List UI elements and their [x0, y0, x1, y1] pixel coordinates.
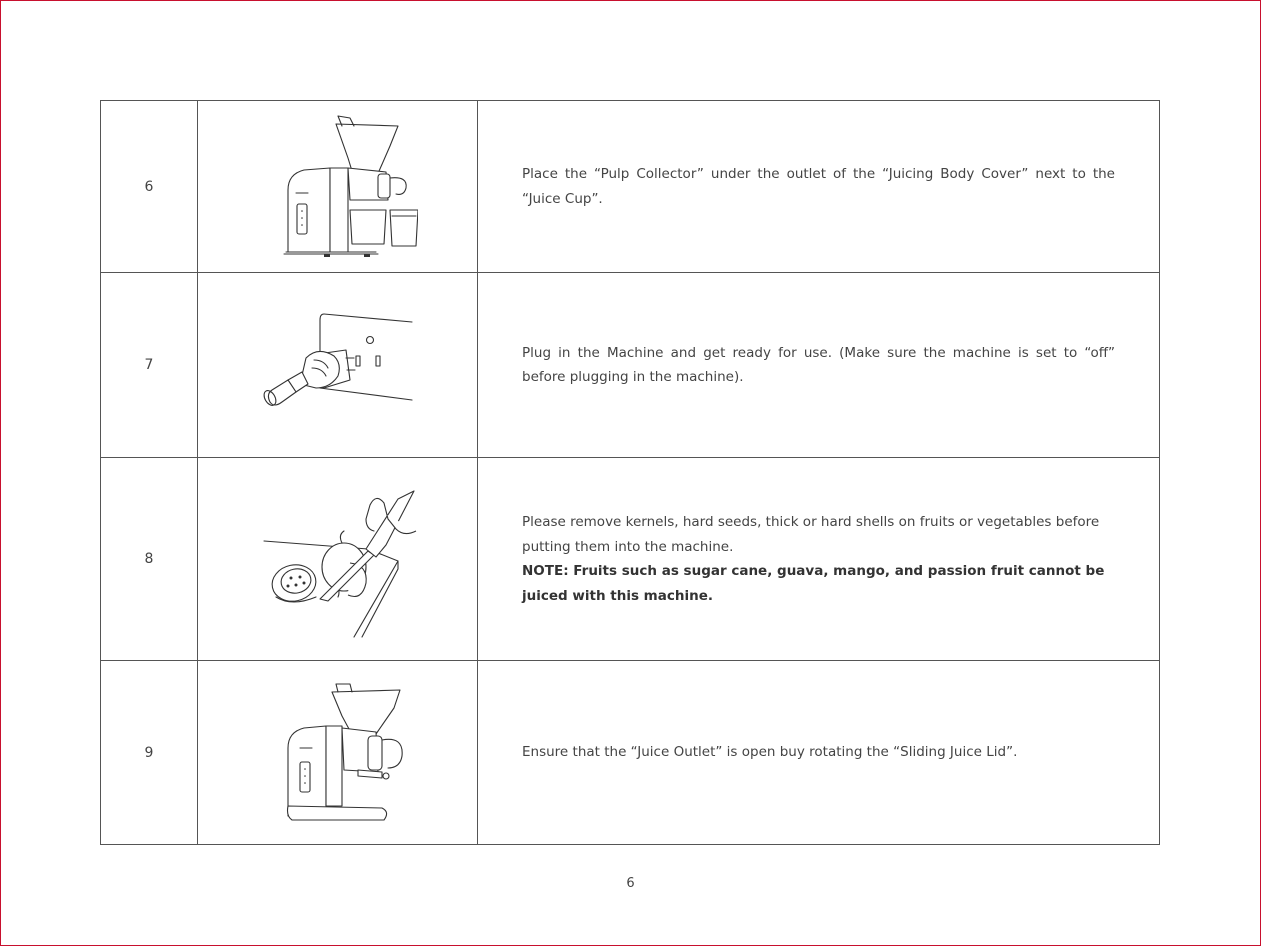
step-illustration-cell [198, 458, 478, 661]
step-number: 8 [101, 458, 198, 661]
step-number: 7 [101, 273, 198, 458]
instruction-table [100, 100, 1160, 845]
step-illustration-cell [198, 273, 478, 458]
step-text: Place the “Pulp Collector” under the outlet of the “Juicing Body Cover” next to the “Juice Cup”. [522, 166, 1115, 207]
step-row [101, 273, 1160, 458]
step-illustration-cell [198, 661, 478, 845]
step-illustration-cell [198, 101, 478, 273]
step-description-cell [478, 273, 1160, 458]
step-text: Please remove kernels, hard seeds, thick or hard shells on fruits or vegetables before putting them into the machine. [522, 514, 1100, 555]
step-text: Ensure that the “Juice Outlet” is open buy rotating the “Sliding Juice Lid”. [522, 744, 1018, 761]
juicer-pulp-collector-illustration [258, 112, 418, 262]
step-row [101, 458, 1160, 661]
step-text: Plug in the Machine and get ready for use. (Make sure the machine is set to “off” before plugging in the machine). [522, 344, 1115, 385]
step-note: NOTE: Fruits such as sugar cane, guava, mango, and passion fruit cannot be juiced with this machine. [522, 563, 1105, 604]
plug-socket-illustration [258, 310, 418, 420]
step-description-cell [478, 101, 1160, 273]
cutting-fruit-illustration [258, 479, 418, 639]
step-description-cell [478, 458, 1160, 661]
juicer-sliding-lid-illustration [258, 678, 418, 828]
step-row [101, 661, 1160, 845]
step-number: 9 [101, 661, 198, 845]
page-number: 6 [626, 876, 635, 891]
step-description-cell [478, 661, 1160, 845]
step-row [101, 101, 1160, 273]
step-number: 6 [101, 101, 198, 273]
